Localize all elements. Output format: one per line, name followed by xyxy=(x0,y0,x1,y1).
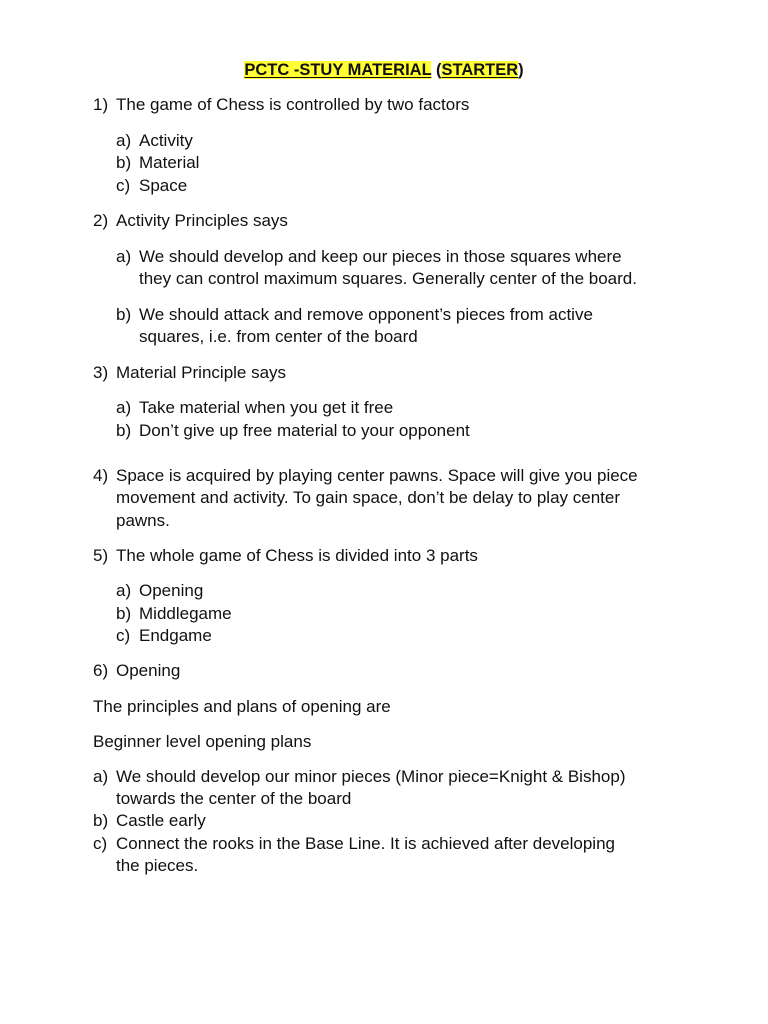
item-number: a) xyxy=(116,247,132,266)
item-text: Space is acquired by playing center pawns. Space will give you piece xyxy=(116,466,638,485)
item-text: Middlegame xyxy=(139,604,232,623)
item-text: Connect the rooks in the Base Line. It is achieved after developing xyxy=(116,834,615,853)
item-number: a) xyxy=(116,131,132,150)
item-text: Activity Principles says xyxy=(116,211,288,230)
title-end: ) xyxy=(518,61,524,79)
title-main: PCTC -STUY MATERIAL xyxy=(244,61,432,79)
item-text: Activity xyxy=(139,131,193,150)
item-text: towards the center of the board xyxy=(116,789,352,808)
item-number: 3) xyxy=(93,363,109,382)
item-text: Don’t give up free material to your opponent xyxy=(139,421,470,440)
item-number: b) xyxy=(93,811,109,830)
paragraph-text: The principles and plans of opening are xyxy=(93,697,391,716)
item-number: c) xyxy=(116,626,131,645)
item-text: the pieces. xyxy=(116,856,199,875)
item-number: b) xyxy=(116,153,132,172)
title-sep: ( xyxy=(431,61,442,79)
item-number: 6) xyxy=(93,661,109,680)
item-text: pawns. xyxy=(116,511,170,530)
item-text: Material xyxy=(139,153,200,172)
item-text: movement and activity. To gain space, don’t be delay to play center xyxy=(116,488,620,507)
item-text: Opening xyxy=(139,581,204,600)
item-text: Material Principle says xyxy=(116,363,287,382)
item-text: Endgame xyxy=(139,626,212,645)
document-title xyxy=(0,59,768,81)
item-number: b) xyxy=(116,421,132,440)
item-text: The whole game of Chess is divided into 3 parts xyxy=(116,546,478,565)
item-number: b) xyxy=(116,305,132,324)
item-text: We should develop and keep our pieces in those squares where xyxy=(139,247,622,266)
item-text: Space xyxy=(139,176,188,195)
title-level: STARTER xyxy=(441,61,519,79)
item-text: Take material when you get it free xyxy=(139,398,394,417)
item-text: squares, i.e. from center of the board xyxy=(139,327,418,346)
item-number: b) xyxy=(116,604,132,623)
item-number: 2) xyxy=(93,211,109,230)
item-number: 5) xyxy=(93,546,109,565)
item-number: a) xyxy=(93,767,109,786)
item-number: a) xyxy=(116,581,132,600)
item-number: 4) xyxy=(93,466,109,485)
item-number: c) xyxy=(93,834,108,853)
paragraph-text: Beginner level opening plans xyxy=(93,732,312,751)
item-text: they can control maximum squares. Generally center of the board. xyxy=(139,269,637,288)
item-text: We should develop our minor pieces (Minor piece=Knight & Bishop) xyxy=(116,767,626,786)
item-number: a) xyxy=(116,398,132,417)
item-text: Opening xyxy=(116,661,181,680)
item-number: c) xyxy=(116,176,131,195)
item-number: 1) xyxy=(93,95,109,114)
item-text: The game of Chess is controlled by two factors xyxy=(116,95,470,114)
item-text: Castle early xyxy=(116,811,206,830)
item-text: We should attack and remove opponent’s pieces from active xyxy=(139,305,593,324)
